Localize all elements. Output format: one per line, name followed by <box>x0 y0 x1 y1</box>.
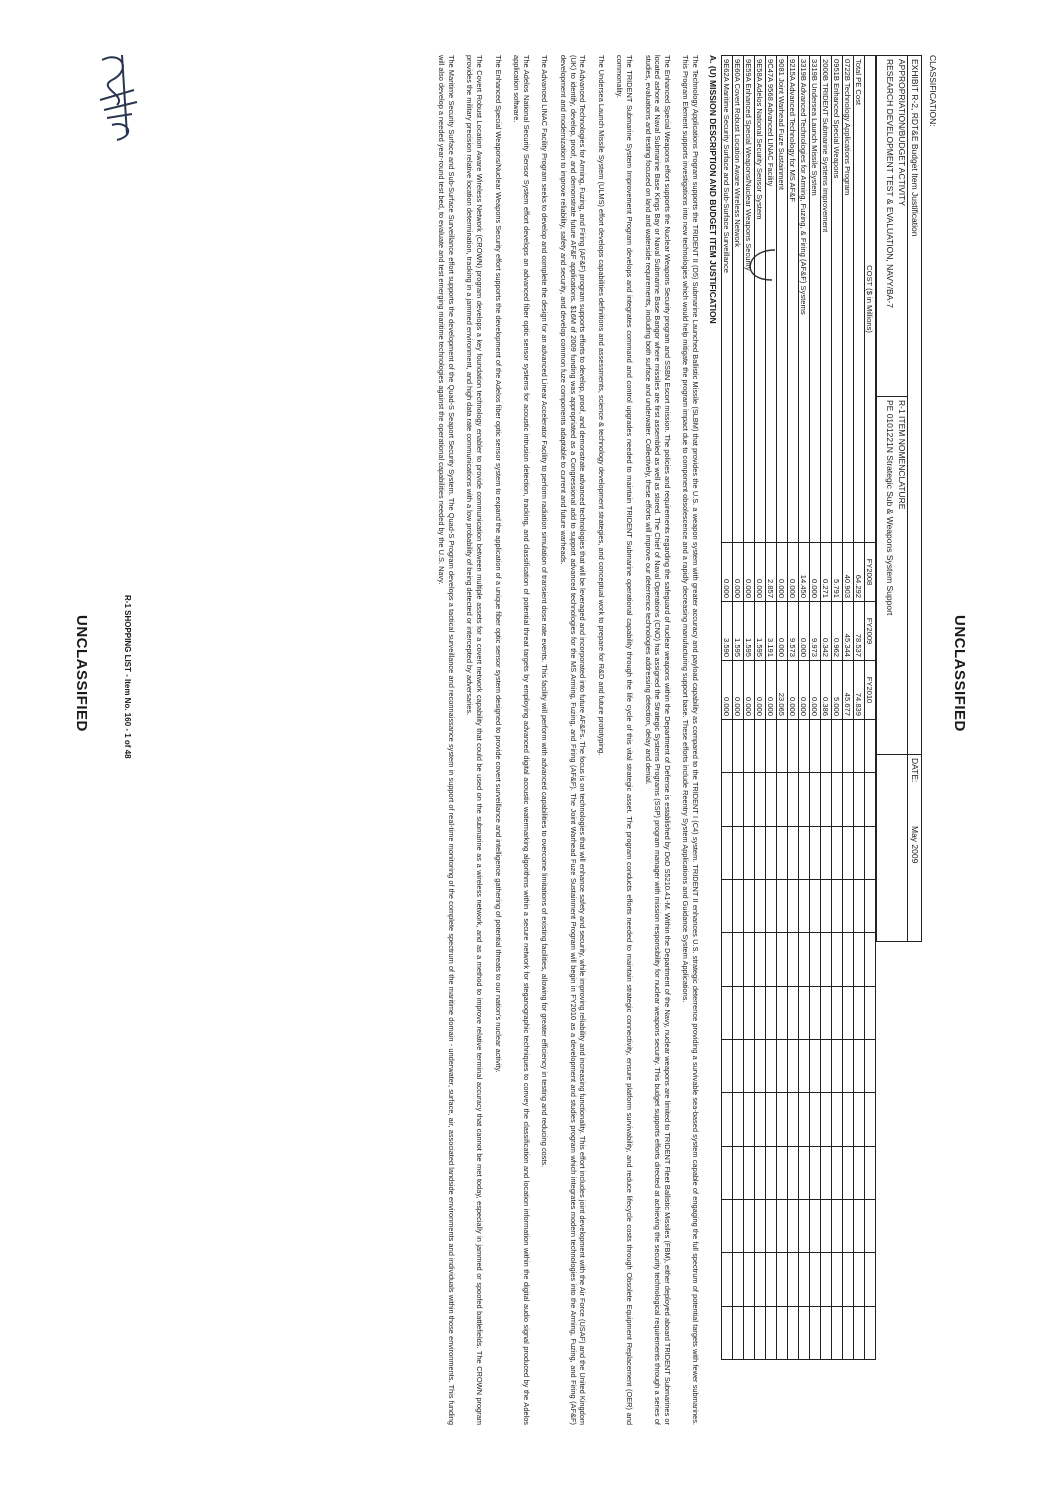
empty-cell <box>788 986 799 1039</box>
empty-cell <box>733 986 744 1039</box>
empty-cell <box>854 1039 865 1092</box>
empty-cell <box>744 1039 755 1092</box>
cost-value: 0.000 <box>722 661 733 720</box>
empty-cell <box>843 1253 854 1306</box>
empty-cell <box>865 1039 876 1092</box>
empty-cell <box>777 826 788 879</box>
cost-row-name: 9E62A Maritime Security Surface and Sub-Surface Surveillance <box>722 56 733 543</box>
cost-value: 1.595 <box>755 602 766 661</box>
empty-cell <box>722 1306 733 1359</box>
empty-cell <box>788 1253 799 1306</box>
empty-cell <box>733 1146 744 1199</box>
empty-cell <box>722 1199 733 1252</box>
empty-cell <box>722 773 733 826</box>
empty-cell <box>755 1093 766 1146</box>
item-nomenclature-label: R-1 ITEM NOMENCLATURE <box>897 400 907 510</box>
cost-value: 45.677 <box>843 661 854 720</box>
cost-row-name: 9081 Joint Warhead Fuze Sustainment <box>777 56 788 543</box>
empty-cell <box>854 773 865 826</box>
empty-cell <box>733 1039 744 1092</box>
empty-cell <box>777 1199 788 1252</box>
empty-cell <box>843 933 854 986</box>
item-nomenclature-value: PE 0101221N Strategic Sub & Weapons System Support <box>885 400 895 616</box>
table-row <box>821 56 832 1360</box>
cost-value: 1.595 <box>733 602 744 661</box>
empty-cell <box>777 1146 788 1199</box>
table-row <box>854 56 865 1360</box>
empty-cell <box>722 1253 733 1306</box>
appropriation-value: RESEARCH DEVELOPMENT TEST & EVALUATION, NAVY/BA-7 <box>885 59 895 308</box>
empty-cell <box>788 773 799 826</box>
empty-cell <box>832 933 843 986</box>
empty-cell <box>865 879 876 932</box>
cost-value: 0.962 <box>832 602 843 661</box>
cost-column-header: FY2009 <box>865 602 876 661</box>
justification-paragraph: The Technology Applications Program supports the TRIDENT II (D5) Submarine Launched Ballistic Missile (SLBM) that provides the U.S. a weapon system with greater accuracy and payload capability as compared to the TRIDENT I (C4) system. TRIDENT II enhances U.S. strategic deterrence providing a survivable sea-based system capable of engaging the full spectrum of potential targets with fewer submarines. This Program Element supports investigations into new technologies which would help mitigate the program impact due to component obsolescence and a rapidly decreasing manufacturing support base. These efforts include Reentry System Applications and Guidance System Applications. <box>681 55 700 1425</box>
cost-value: 0.000 <box>722 543 733 602</box>
empty-cell <box>810 1039 821 1092</box>
cost-value: 78.537 <box>854 602 865 661</box>
empty-cell <box>854 879 865 932</box>
empty-cell <box>766 879 777 932</box>
empty-cell <box>854 1306 865 1359</box>
empty-cell <box>832 1039 843 1092</box>
empty-cell <box>755 933 766 986</box>
cost-value: 0.000 <box>766 661 777 720</box>
cost-row-name: 3319B Undersea Launch Missile System <box>810 56 821 543</box>
empty-cell <box>744 1146 755 1199</box>
table-row <box>744 56 755 1360</box>
empty-cell <box>810 826 821 879</box>
empty-cell <box>766 1199 777 1252</box>
empty-cell <box>744 720 755 773</box>
justification-paragraph: The Advanced Technologies for Arming, Fuzing, and Firing (AF&F) program supports efforts to develop, proof, and demonstrate advanced technologies that will be leveraged and incorporated into future AF&Fs. The focus is on technologies that will enhance safety and security, while improving reliability and increasing functionality. This effort includes joint development with the Air Force (USAF) and the United Kingdom (UK) to identify, develop, proof, and demonstrate future AF&F applications. $16M of 2009 funding was appropriated as a Congressional add to support advanced technologies for the MS Arming, Fuzing, and Firing (AF&F). The Joint Warhead Fuze Sustainment Program will begin in FY2010 as a development and studies program which integrates modern technologies into the Arming, Fuzing, and Firing (AF&F) development and modernization to improve reliability, safety and security, and develop common fuze components adaptable to current and future warheads. <box>559 55 588 1425</box>
empty-cell <box>865 826 876 879</box>
empty-cell <box>733 933 744 986</box>
cost-row-name: 9215A Advanced Technology for MS AF&F <box>788 56 799 543</box>
cost-value: 0.386 <box>821 661 832 720</box>
table-row <box>766 56 777 1360</box>
empty-cell <box>832 986 843 1039</box>
cost-row-name: 9E60A Covert Robust Location Aware Wireless Network <box>733 56 744 543</box>
section-heading: A. (U) MISSION DESCRIPTION AND BUDGET ITEM JUSTIFICATION <box>708 55 718 324</box>
empty-cell <box>799 1093 810 1146</box>
empty-cell <box>755 720 766 773</box>
empty-cell <box>777 1306 788 1359</box>
empty-cell <box>854 1146 865 1199</box>
empty-cell <box>810 1093 821 1146</box>
empty-cell <box>733 1253 744 1306</box>
table-row <box>799 56 810 1360</box>
cost-row-name: 9C47A 9568 Advanced LINAC Facility <box>766 56 777 543</box>
justification-text <box>428 55 700 1425</box>
empty-cell <box>733 1199 744 1252</box>
justification-paragraph: The Enhanced Special Weapons/Nuclear Weapons Security effort supports the development of the Adelos fiber optic sensor system to expand the application of a unique fiber optic sensor system designed to provide covert surveillance and intelligence gathering of potential threats to our nation's nuclear activity. <box>493 55 503 1073</box>
cost-value: 45.344 <box>843 602 854 661</box>
empty-cell <box>810 773 821 826</box>
empty-cell <box>821 826 832 879</box>
empty-cell <box>755 1199 766 1252</box>
empty-cell <box>788 720 799 773</box>
empty-cell <box>766 773 777 826</box>
empty-cell <box>733 879 744 932</box>
cost-value: 74.839 <box>854 661 865 720</box>
empty-cell <box>755 826 766 879</box>
empty-cell <box>821 986 832 1039</box>
cost-table <box>721 55 876 1360</box>
empty-cell <box>788 1093 799 1146</box>
cost-value: 0.000 <box>777 602 788 661</box>
empty-cell <box>810 1146 821 1199</box>
empty-cell <box>832 879 843 932</box>
empty-cell <box>865 986 876 1039</box>
empty-cell <box>832 1093 843 1146</box>
empty-cell <box>788 826 799 879</box>
empty-cell <box>854 933 865 986</box>
empty-cell <box>766 1146 777 1199</box>
cost-row-name: 9E58A Adelos National Security Sensor System <box>755 56 766 543</box>
cost-row-name: Total PE Cost <box>854 56 865 543</box>
justification-paragraph: The Adelos National Security Sensor System effort develops an advanced fiber optic sensor systems for acoustic intrusion detection, tracking, and classification of potential threat targets by employing advanced digital acoustic watermarking algorithms within a secure network for steganographic techniques to convey the classification and location information within the digital audio signal produced by the Adelos application software. <box>512 55 531 1425</box>
empty-cell <box>865 1146 876 1199</box>
empty-cell <box>799 1253 810 1306</box>
cost-value: 14.450 <box>799 543 810 602</box>
date-label: DATE: <box>910 758 920 783</box>
justification-paragraph: The Advanced LINAC Facility Program seeks to develop and complete the design for an advanced Linear Accelerator Facility to perform radiation simulation of transient dose rate events. This facility will perform with advanced capabilities to overcome limitations of existing facilities, allowing for greater efficiency in testing and reducing costs. <box>540 55 550 1168</box>
cost-row-name: 0951B Enhanced Special Weapons <box>832 56 843 543</box>
empty-cell <box>821 1093 832 1146</box>
cost-row-name: 0722B Technology Applications Program <box>843 56 854 543</box>
empty-cell <box>843 720 854 773</box>
justification-paragraph: The Enhanced Special Weapons effort supports the Nuclear Weapons Security program and SSBN Escort mission. The policies and requirements regarding the safeguard of nuclear weapons within the Department of Defense is established by DoD S5210.41-M. Within the Department of the Navy, nuclear weapons are limited to TRIDENT Fleet Ballistic Missiles (FBM), either deployed aboard TRIDENT Submarines or located ashore at Naval Submarine Base Kings Bay or Naval Submarine Base Bangor where missiles are first assembled as well as stored. The Chief of Naval Operations (CNO) has assigned the Strategic Systems Programs (SSP) program manager with mission responsibility for nuclear weapons security. This budget supports efforts directed at achieving the security technological requirements through a series of studies, evaluations and testing focused on land and waterside requirements, including both surface and underwater. Collectively, these efforts will improve our deterrence technologies addressing detection, delay and denial. <box>643 55 672 1425</box>
empty-cell <box>821 1039 832 1092</box>
empty-cell <box>854 1253 865 1306</box>
exhibit-title: EXHIBIT R-2, RDT&E Budget Item Justification <box>910 59 920 237</box>
empty-cell <box>744 1093 755 1146</box>
empty-cell <box>777 720 788 773</box>
empty-cell <box>799 720 810 773</box>
empty-cell <box>843 1093 854 1146</box>
empty-cell <box>810 986 821 1039</box>
empty-cell <box>766 1039 777 1092</box>
date-value: May 2009 <box>910 826 920 864</box>
shopping-list-footer: R-1 SHOPPING LIST - Item No. 160 - 1 of 48 <box>123 595 132 759</box>
empty-cell <box>722 1146 733 1199</box>
empty-cell <box>810 720 821 773</box>
cost-value: 1.595 <box>744 602 755 661</box>
empty-cell <box>821 933 832 986</box>
cost-value: 5.000 <box>832 661 843 720</box>
empty-cell <box>810 1306 821 1359</box>
empty-cell <box>788 1306 799 1359</box>
empty-cell <box>766 986 777 1039</box>
empty-cell <box>854 1199 865 1252</box>
cost-value: 0.000 <box>733 661 744 720</box>
empty-cell <box>788 1199 799 1252</box>
cost-value: 0.000 <box>810 661 821 720</box>
empty-cell <box>777 879 788 932</box>
table-row <box>755 56 766 1360</box>
justification-paragraph: The Undersea Launch Missile System (ULMS) effort develops capabilities definitions and assessments, science & technology development strategies, and conceptual work to prepare for R&D and future prototyping. <box>596 55 606 756</box>
justification-paragraph: The Covert Robust Location Aware Wireless Network (CROWN) program develops a key foundation technology enabler to provide communication between multiple assets for a covert network capability that could be used on the submarine as a wireless network, and as a method to improve relative terminal accuracy that cannot be met today, especially in jammed or spoofed battlefields. The CROWN program provides the military precision relative location determination, tracking in a jammed environment, and high data rate communications with a low probability of being detected or intercepted by adversaries. <box>465 55 485 1425</box>
empty-cell <box>744 1199 755 1252</box>
empty-cell <box>744 879 755 932</box>
justification-paragraph: The Maritime Security Surface and Sub-Surface Surveillance effort supports the development of the Quad-S Seaport Security System. The Quad-S Program develops a tactical surveillance and reconnaissance system in support of real-time monitoring of the complete spectrum of the maritime domain - underwater, surface, air, associated landside environments and individuals within those environments. This funding will also develop a needed year-round test bed, to evaluate and test emerging maritime technologies against the operational capabilities needed by the U.S. Navy. <box>437 55 456 1425</box>
empty-cell <box>799 1199 810 1252</box>
empty-cell <box>832 1199 843 1252</box>
empty-cell <box>854 826 865 879</box>
empty-cell <box>722 933 733 986</box>
empty-cell <box>755 879 766 932</box>
empty-cell <box>865 1253 876 1306</box>
table-row <box>832 56 843 1360</box>
empty-cell <box>821 773 832 826</box>
empty-cell <box>722 986 733 1039</box>
empty-cell <box>766 1253 777 1306</box>
empty-cell <box>755 1253 766 1306</box>
cost-column-header: FY2008 <box>865 543 876 602</box>
cost-value: 0.000 <box>755 661 766 720</box>
empty-cell <box>799 1146 810 1199</box>
cost-value: 0.000 <box>788 543 799 602</box>
empty-cell <box>777 773 788 826</box>
cost-value: 3.590 <box>722 602 733 661</box>
justification-paragraph: The TRIDENT Submarine System Improvement Program develops and integrates command and control upgrades needed to maintain TRIDENT Submarine operational capability through the life cycle of this vital strategic asset. The program conducts efforts needed to maintain strategic connectivity, ensure platform survivability, and reduce lifecycle costs through Obsolete Equipment Replacement (OER) and commonality. <box>615 55 635 1425</box>
empty-cell <box>755 1306 766 1359</box>
cost-column-header: FY2010 <box>865 661 876 720</box>
empty-cell <box>744 773 755 826</box>
empty-cell <box>733 773 744 826</box>
empty-cell <box>744 826 755 879</box>
empty-cell <box>810 1199 821 1252</box>
cost-value: 9.973 <box>810 602 821 661</box>
empty-cell <box>788 933 799 986</box>
empty-cell <box>843 773 854 826</box>
cost-value: 0.271 <box>821 543 832 602</box>
empty-cell <box>788 879 799 932</box>
cost-value: 40.903 <box>843 543 854 602</box>
cost-value: 0.000 <box>810 543 821 602</box>
empty-cell <box>832 826 843 879</box>
empty-cell <box>843 986 854 1039</box>
empty-cell <box>821 1306 832 1359</box>
empty-cell <box>821 1146 832 1199</box>
empty-cell <box>832 1146 843 1199</box>
empty-cell <box>821 720 832 773</box>
cost-value: 0.000 <box>799 602 810 661</box>
cost-value: 3.191 <box>766 602 777 661</box>
header-block <box>876 55 922 942</box>
empty-cell <box>722 1093 733 1146</box>
empty-cell <box>810 1253 821 1306</box>
empty-cell <box>865 1199 876 1252</box>
empty-cell <box>755 1039 766 1092</box>
empty-cell <box>843 1199 854 1252</box>
empty-cell <box>733 826 744 879</box>
empty-cell <box>744 986 755 1039</box>
cost-table-header <box>865 56 876 1360</box>
empty-cell <box>810 879 821 932</box>
cost-value: 0.000 <box>799 661 810 720</box>
cost-value: 9.573 <box>788 602 799 661</box>
table-row <box>788 56 799 1360</box>
empty-cell <box>799 933 810 986</box>
empty-cell <box>832 720 843 773</box>
cost-value: 0.000 <box>788 661 799 720</box>
empty-cell <box>733 720 744 773</box>
cost-value: 0.000 <box>744 661 755 720</box>
appropriation-label: APPROPRIATION/BUDGET ACTIVITY <box>897 59 907 207</box>
cost-value: 0.342 <box>821 602 832 661</box>
empty-cell <box>755 986 766 1039</box>
empty-cell <box>777 1253 788 1306</box>
cost-row-name: 3319B Advanced Technologies for Arming, Fuzing, & Firing (AF&F) Systems <box>799 56 810 543</box>
empty-cell <box>722 826 733 879</box>
table-row <box>843 56 854 1360</box>
cost-value: 0.000 <box>733 543 744 602</box>
cost-value: 64.292 <box>854 543 865 602</box>
empty-cell <box>766 826 777 879</box>
empty-cell <box>722 720 733 773</box>
empty-cell <box>821 1199 832 1252</box>
empty-cell <box>766 933 777 986</box>
cost-value: 0.000 <box>777 543 788 602</box>
empty-cell <box>722 1039 733 1092</box>
empty-cell <box>843 1039 854 1092</box>
empty-cell <box>843 1146 854 1199</box>
empty-cell <box>777 1093 788 1146</box>
empty-cell <box>766 720 777 773</box>
table-row <box>733 56 744 1360</box>
empty-cell <box>821 1253 832 1306</box>
empty-cell <box>865 1306 876 1359</box>
empty-cell <box>799 879 810 932</box>
empty-cell <box>799 773 810 826</box>
empty-cell <box>843 879 854 932</box>
empty-cell <box>865 933 876 986</box>
classification-label: CLASSIFICATION: <box>928 55 938 127</box>
empty-cell <box>733 1306 744 1359</box>
empty-cell <box>799 1306 810 1359</box>
empty-cell <box>733 1093 744 1146</box>
empty-cell <box>832 1306 843 1359</box>
empty-cell <box>755 1146 766 1199</box>
classification-banner-bottom: UNCLASSIFIED <box>73 615 90 732</box>
empty-cell <box>854 720 865 773</box>
empty-cell <box>744 1253 755 1306</box>
empty-cell <box>766 1306 777 1359</box>
empty-cell <box>854 1093 865 1146</box>
empty-cell <box>865 773 876 826</box>
table-row <box>810 56 821 1360</box>
empty-cell <box>843 826 854 879</box>
empty-cell <box>832 773 843 826</box>
table-row <box>722 56 733 1360</box>
empty-cell <box>744 933 755 986</box>
cost-row-name: 2000B TRIDENT Submarine Systems Improvement <box>821 56 832 543</box>
cost-value: 23.065 <box>777 661 788 720</box>
cost-value: 0.000 <box>744 543 755 602</box>
empty-cell <box>799 986 810 1039</box>
cost-value: 2.857 <box>766 543 777 602</box>
empty-cell <box>821 879 832 932</box>
empty-cell <box>722 879 733 932</box>
empty-cell <box>854 986 865 1039</box>
empty-cell <box>777 933 788 986</box>
empty-cell <box>788 1146 799 1199</box>
cost-header-cell: COST ($ in Millions) <box>865 56 876 543</box>
empty-cell <box>777 986 788 1039</box>
empty-cell <box>799 826 810 879</box>
empty-cell <box>799 1039 810 1092</box>
rotated-document <box>52 55 968 1435</box>
cost-value: 0.000 <box>755 543 766 602</box>
empty-cell <box>755 773 766 826</box>
empty-cell <box>777 1039 788 1092</box>
empty-cell <box>744 1306 755 1359</box>
cost-row-name: 9E59A Enhanced Special Weapons/Nuclear Weapons Security <box>744 56 755 543</box>
empty-cell <box>843 1306 854 1359</box>
empty-cell <box>832 1253 843 1306</box>
empty-cell <box>865 720 876 773</box>
empty-cell <box>766 1093 777 1146</box>
classification-banner-top: UNCLASSIFIED <box>951 615 968 732</box>
empty-cell <box>810 933 821 986</box>
table-row <box>777 56 788 1360</box>
empty-cell <box>788 1039 799 1092</box>
cost-value: 5.791 <box>832 543 843 602</box>
empty-cell <box>865 1093 876 1146</box>
